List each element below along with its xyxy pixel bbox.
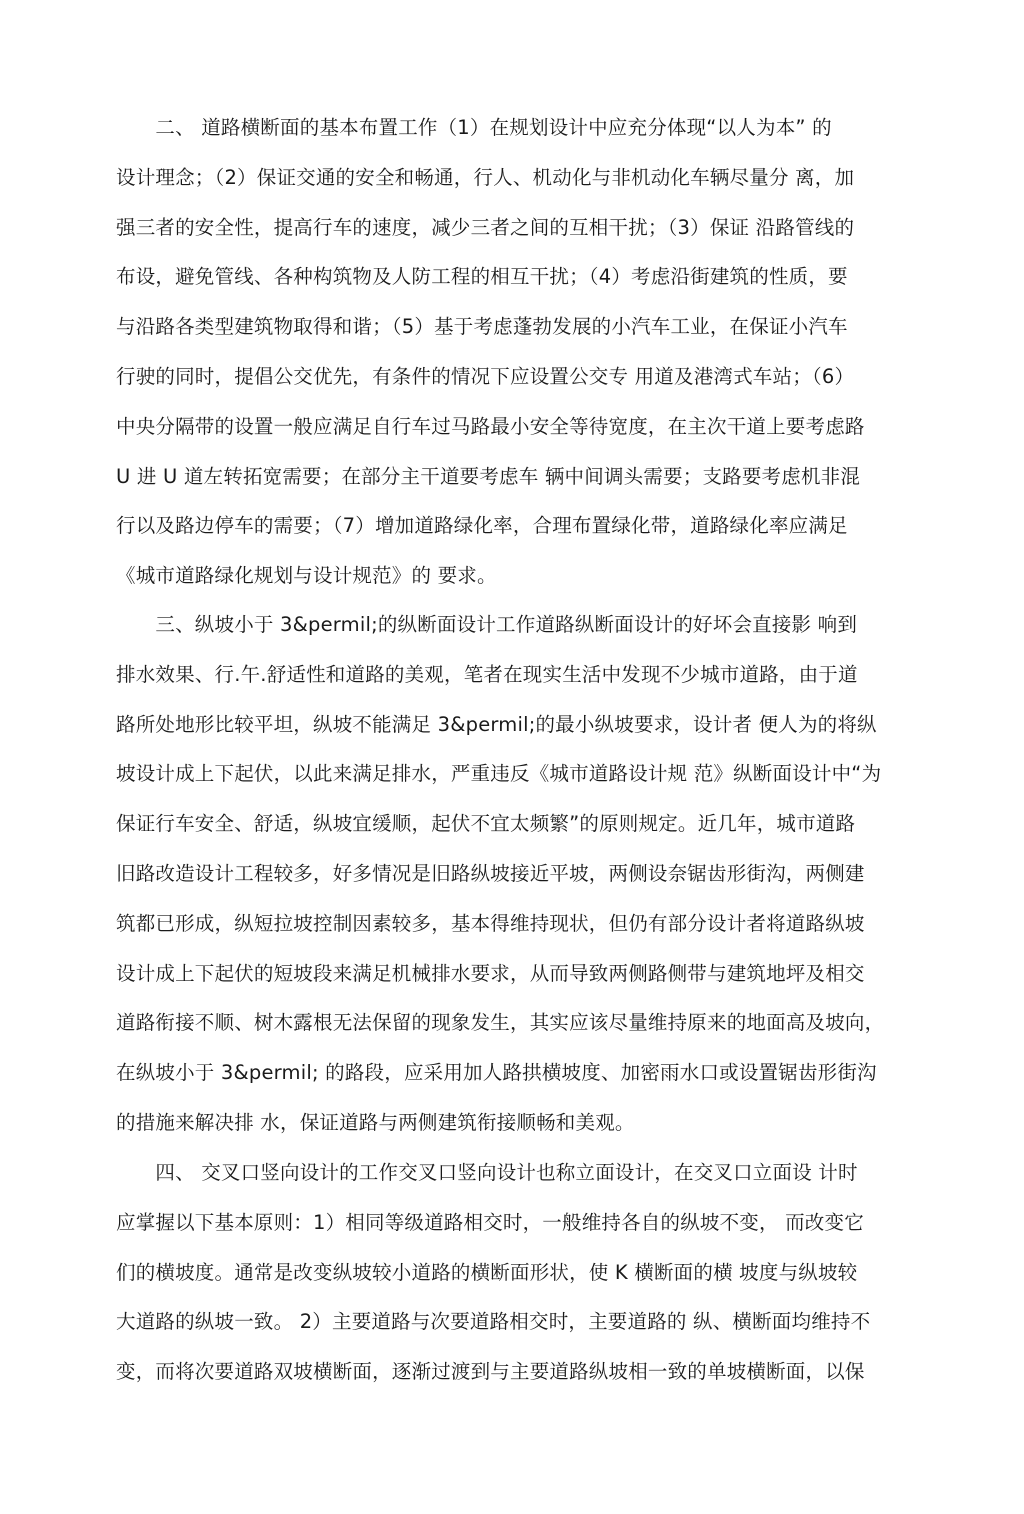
paragraph-longitudinal-grade	[116, 600, 916, 1148]
text-line: 的措施来解决排 水，保证道路与两侧建筑衔接顺畅和美观。	[116, 1110, 635, 1134]
text-line: 旧路改造设计工程较多，好多情况是旧路纵坡接近平坡，两侧设奈锯齿形街沟，两侧建	[116, 861, 865, 885]
text-line: 设计理念；（2）保证交通的安全和畅通，行人、机动化与非机动化车辆尽量分 离，加	[116, 165, 855, 189]
text-line: 们的横坡度。通常是改变纵坡较小道路的横断面形状，使 K 横断面的横 坡度与纵坡较	[116, 1260, 858, 1284]
text-line: 强三者的安全性，提高行车的速度，减少三者之间的互相干扰；（3）保证 沿路管线的	[116, 215, 855, 239]
text-line: 道路衔接不顺、树木露根无法保留的现象发生，其实应该尽量维持原来的地面高及坡向，	[116, 1011, 885, 1035]
text-line: 设计成上下起伏的短坡段来满足机械排水要求，从而导致两侧路侧带与建筑地坪及相交	[116, 961, 865, 985]
paragraph-cross-section	[116, 103, 916, 601]
text-line: U 进 U 道左转拓宽需要；在部分主干道要考虑车 辆中间调头需要；支路要考虑机非混	[116, 464, 861, 488]
text-line: 布设，避免管线、各种构筑物及人防工程的相互干扰；（4）考虑沿街建筑的性质，要	[116, 265, 848, 289]
text-line: 在纵坡小于 3&permil; 的路段，应采用加人路拱横坡度、加密雨水口或设置锯齿形街沟	[116, 1061, 877, 1085]
text-line: 与沿路各类型建筑物取得和谐；（5）基于考虑蓬勃发展的小汽车工业，在保证小汽车	[116, 315, 848, 339]
text-line: 行驶的同时，提倡公交优先，有条件的情况下应设置公交专 用道及港湾式车站；（6）	[116, 364, 855, 388]
text-line: 行以及路边停车的需要；（7）增加道路绿化率，合理布置绿化带，道路绿化率应满足	[116, 514, 848, 538]
text-line: 筑都已形成，纵短拉坡控制因素较多，基本得维持现状，但仍有部分设计者将道路纵坡	[116, 911, 865, 935]
text-line: 中央分隔带的设置一般应满足自行车过马路最小安全等待宽度，在主次干道上要考虑路	[116, 414, 865, 438]
text-line: 保证行车安全、舒适，纵坡宜缓顺，起伏不宜太频繁”的原则规定。近几年，城市道路	[116, 812, 856, 836]
text-line: 《城市道路绿化规划与设计规范》的 要求。	[116, 564, 497, 588]
text-line: 变，而将次要道路双坡横断面，逐渐过渡到与主要道路纵坡相一致的单坡横断面，以保	[116, 1360, 865, 1384]
text-line: 二、 道路横断面的基本布置工作（1）在规划设计中应充分体现“以人为本” 的	[116, 116, 832, 139]
text-line: 排水效果、行.午.舒适性和道路的美观，笔者在现实生活中发现不少城市道路，由于道	[116, 662, 858, 686]
text-line: 大道路的纵坡一致。 2）主要道路与次要道路相交时，主要道路的 纵、横断面均维持不	[116, 1310, 871, 1334]
text-line: 路所处地形比较平坦，纵坡不能满足 3&permil;的最小纵坡要求，设计者 便人为的将纵	[116, 712, 877, 736]
text-line: 坡设计成上下起伏，以此来满足排水，严重违反《城市道路设计规 范》纵断面设计中“为	[116, 762, 882, 786]
text-line: 应掌握以下基本原则：1）相同等级道路相交时，一般维持各自的纵坡不变， 而改变它	[116, 1210, 864, 1234]
paragraph-intersection-design	[116, 1148, 916, 1397]
text-line: 四、 交叉口竖向设计的工作交叉口竖向设计也称立面设计，在交叉口立面设 计时	[116, 1161, 858, 1184]
text-line: 三、纵坡小于 3&permil;的纵断面设计工作道路纵断面设计的好坏会直接影 响到	[116, 613, 858, 636]
